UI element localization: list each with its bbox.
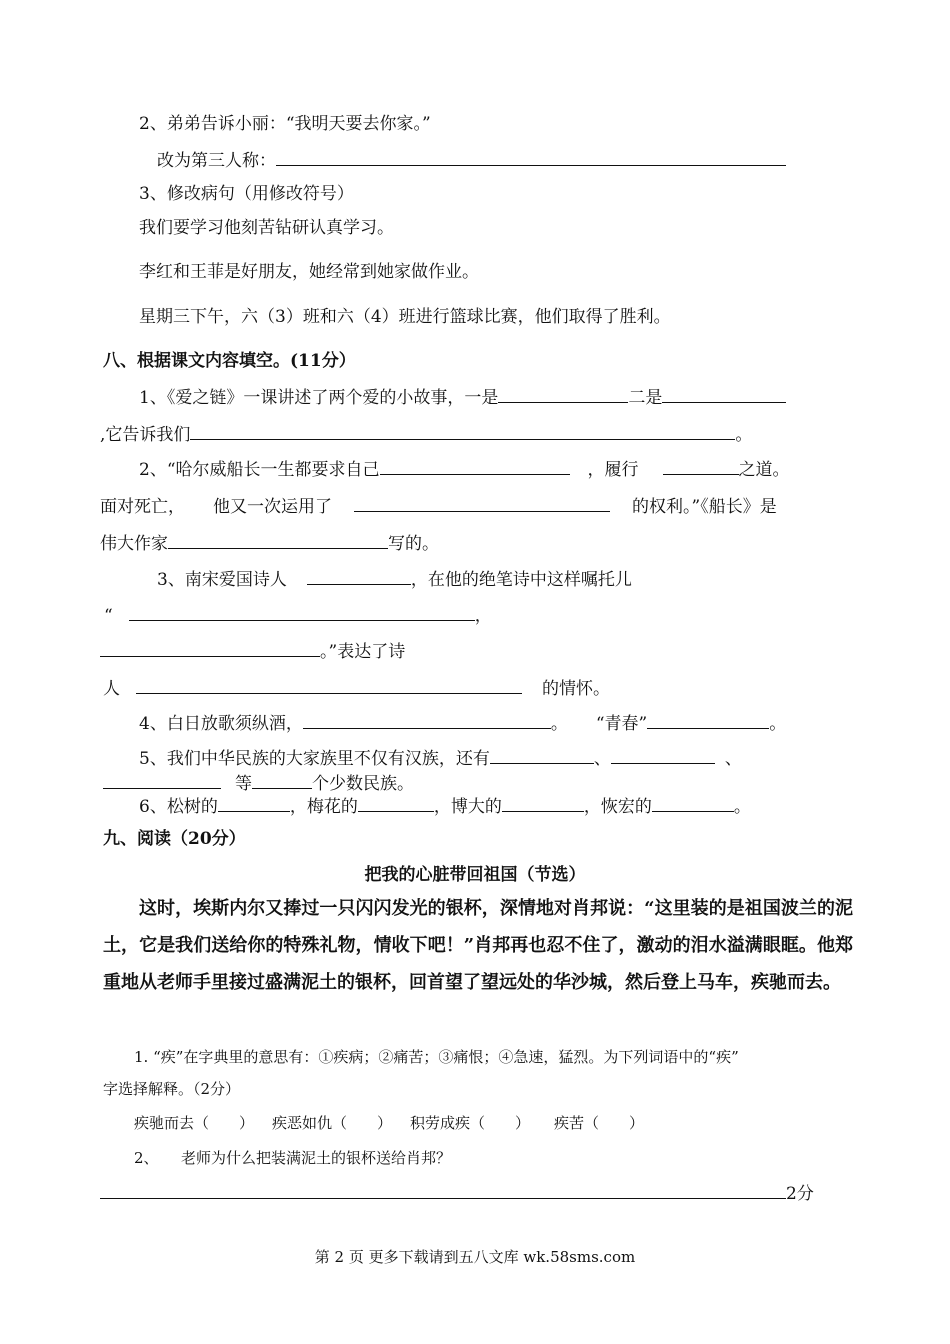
score: 2分 — [786, 1184, 814, 1204]
text: 。 — [769, 714, 787, 734]
answer-blank[interactable] — [307, 566, 411, 585]
answer-blank[interactable] — [380, 456, 570, 475]
answer-blank[interactable] — [218, 793, 290, 812]
answer-blank[interactable] — [652, 793, 734, 812]
text: 等 — [235, 774, 252, 794]
text: ，博大的 — [433, 797, 502, 817]
question-9-1-line1: 1. “疾”在字典里的意思有：①疾病；②痛苦；③痛恨；④急速，猛烈。为下列词语中的“疾” — [134, 1048, 739, 1066]
text: 、 — [593, 749, 611, 769]
text: ，恢宏的 — [583, 797, 652, 817]
text: 。 — [550, 714, 568, 734]
text: ,它告诉我们 — [100, 425, 191, 445]
answer-blank[interactable] — [647, 710, 769, 729]
text: ， — [474, 606, 492, 626]
text: 4、白日放歌须纵酒， — [139, 714, 303, 734]
answer-blank[interactable] — [354, 493, 610, 512]
question-8-1-line1 — [139, 384, 786, 410]
sentence-2: 李红和王菲是好朋友，她经常到她家做作业。 — [139, 262, 479, 282]
text: 。”表达了诗 — [320, 642, 406, 662]
passage-title: 把我的心脏带回祖国（节选） — [364, 865, 586, 885]
answer-blank[interactable] — [502, 793, 584, 812]
text: 的权利。”《船长》是 — [632, 497, 777, 517]
question-8-2-line1 — [139, 456, 790, 482]
question-8-2-line2 — [100, 493, 777, 519]
question-8-1-line2 — [100, 421, 752, 447]
option-3[interactable]: 积劳成疾（ ） — [410, 1114, 531, 1132]
question-9-1-options — [134, 1111, 644, 1135]
question-7-2-instruction — [157, 147, 786, 173]
answer-blank[interactable] — [276, 147, 786, 166]
question-8-6 — [139, 793, 751, 819]
answer-blank[interactable] — [498, 384, 628, 403]
answer-blank[interactable] — [168, 530, 388, 549]
option-2[interactable]: 疾恶如仇（ ） — [272, 1114, 393, 1132]
answer-blank[interactable] — [129, 602, 475, 621]
text: 个少数民族。 — [312, 774, 414, 794]
text: 。 — [733, 797, 751, 817]
question-8-3-line3 — [100, 638, 405, 664]
text: 6、松树的 — [139, 797, 218, 817]
text: 的情怀。 — [542, 679, 610, 699]
answer-blank[interactable] — [190, 421, 735, 440]
text: “青春” — [595, 714, 648, 734]
text: 二是 — [628, 388, 663, 408]
text: 5、我们中华民族的大家族里不仅有汉族，还有 — [139, 749, 490, 769]
answer-blank[interactable] — [303, 710, 551, 729]
text: 面对死亡， — [100, 497, 185, 517]
answer-blank[interactable] — [103, 770, 221, 789]
text: 1、《爱之链》一课讲述了两个爱的小故事，一是 — [139, 388, 499, 408]
page-footer: 第 2 页 更多下载请到五八文库 wk.58sms.com — [314, 1248, 636, 1266]
answer-blank[interactable] — [490, 745, 594, 764]
answer-blank[interactable] — [663, 456, 739, 475]
answer-blank[interactable] — [611, 745, 715, 764]
text: “ — [104, 606, 113, 626]
answer-blank[interactable] — [100, 638, 320, 657]
question-8-3-line4 — [103, 675, 610, 701]
question-8-3-line2 — [104, 602, 492, 628]
question-9-2: 2、 老师为什么把装满泥土的银杯送给肖邦？ — [134, 1149, 452, 1167]
question-8-3-line1 — [157, 566, 632, 592]
question-8-4 — [139, 710, 786, 736]
question-7-2: 2、弟弟告诉小丽：“我明天要去你家。” — [139, 114, 431, 134]
text: 3、南宋爱国诗人 — [157, 570, 287, 590]
sentence-1: 我们要学习他刻苦钻研认真学习。 — [139, 218, 394, 238]
reading-passage: 这时，埃斯内尔又捧过一只闪闪发光的银杯，深情地对肖邦说：“这里装的是祖国波兰的泥土，它是我们送给你的特殊礼物，情收下吧！”肖邦再也忍不住了，激动的泪水溢满眼眶。他郑重地从老师手里接过盛满泥土的银杯，回首望了望远处的华沙城，然后登上马车，疾驰而去。 — [103, 898, 853, 993]
question-7-3: 3、修改病句（用修改符号） — [139, 184, 354, 204]
section-8-heading: 八、根据课文内容填空。(11分） — [103, 351, 356, 371]
text: ，履行 — [587, 460, 639, 480]
answer-blank[interactable] — [252, 770, 312, 789]
text: 之道。 — [738, 460, 790, 480]
text: 、 — [724, 749, 742, 769]
sentence-3: 星期三下午，六（3）班和六（4）班进行篮球比赛，他们取得了胜利。 — [139, 307, 671, 327]
answer-blank[interactable] — [136, 675, 522, 694]
answer-blank[interactable] — [358, 793, 434, 812]
text: ，梅花的 — [289, 797, 358, 817]
text: 。 — [735, 425, 753, 445]
question-8-5-line1 — [139, 745, 742, 771]
option-1[interactable]: 疾驰而去（ ） — [134, 1114, 255, 1132]
text: 人 — [103, 679, 120, 699]
question-9-1-line2: 字选择解释。（2分） — [103, 1080, 241, 1098]
question-8-2-line3 — [100, 530, 439, 556]
section-9-heading: 九、阅读（20分） — [103, 829, 246, 849]
answer-blank[interactable] — [100, 1180, 786, 1199]
text: 2、“哈尔威船长一生都要求自己 — [139, 460, 380, 480]
answer-blank[interactable] — [662, 384, 786, 403]
text: ，在他的绝笔诗中这样嘱托儿 — [410, 570, 632, 590]
option-4[interactable]: 疾苦（ ） — [554, 1114, 645, 1132]
label: 改为第三人称： — [157, 151, 276, 171]
text: 伟大作家 — [100, 534, 168, 554]
text: 他又一次运用了 — [213, 497, 332, 517]
text: 写的。 — [388, 534, 439, 554]
question-9-2-answer-line — [100, 1180, 814, 1206]
